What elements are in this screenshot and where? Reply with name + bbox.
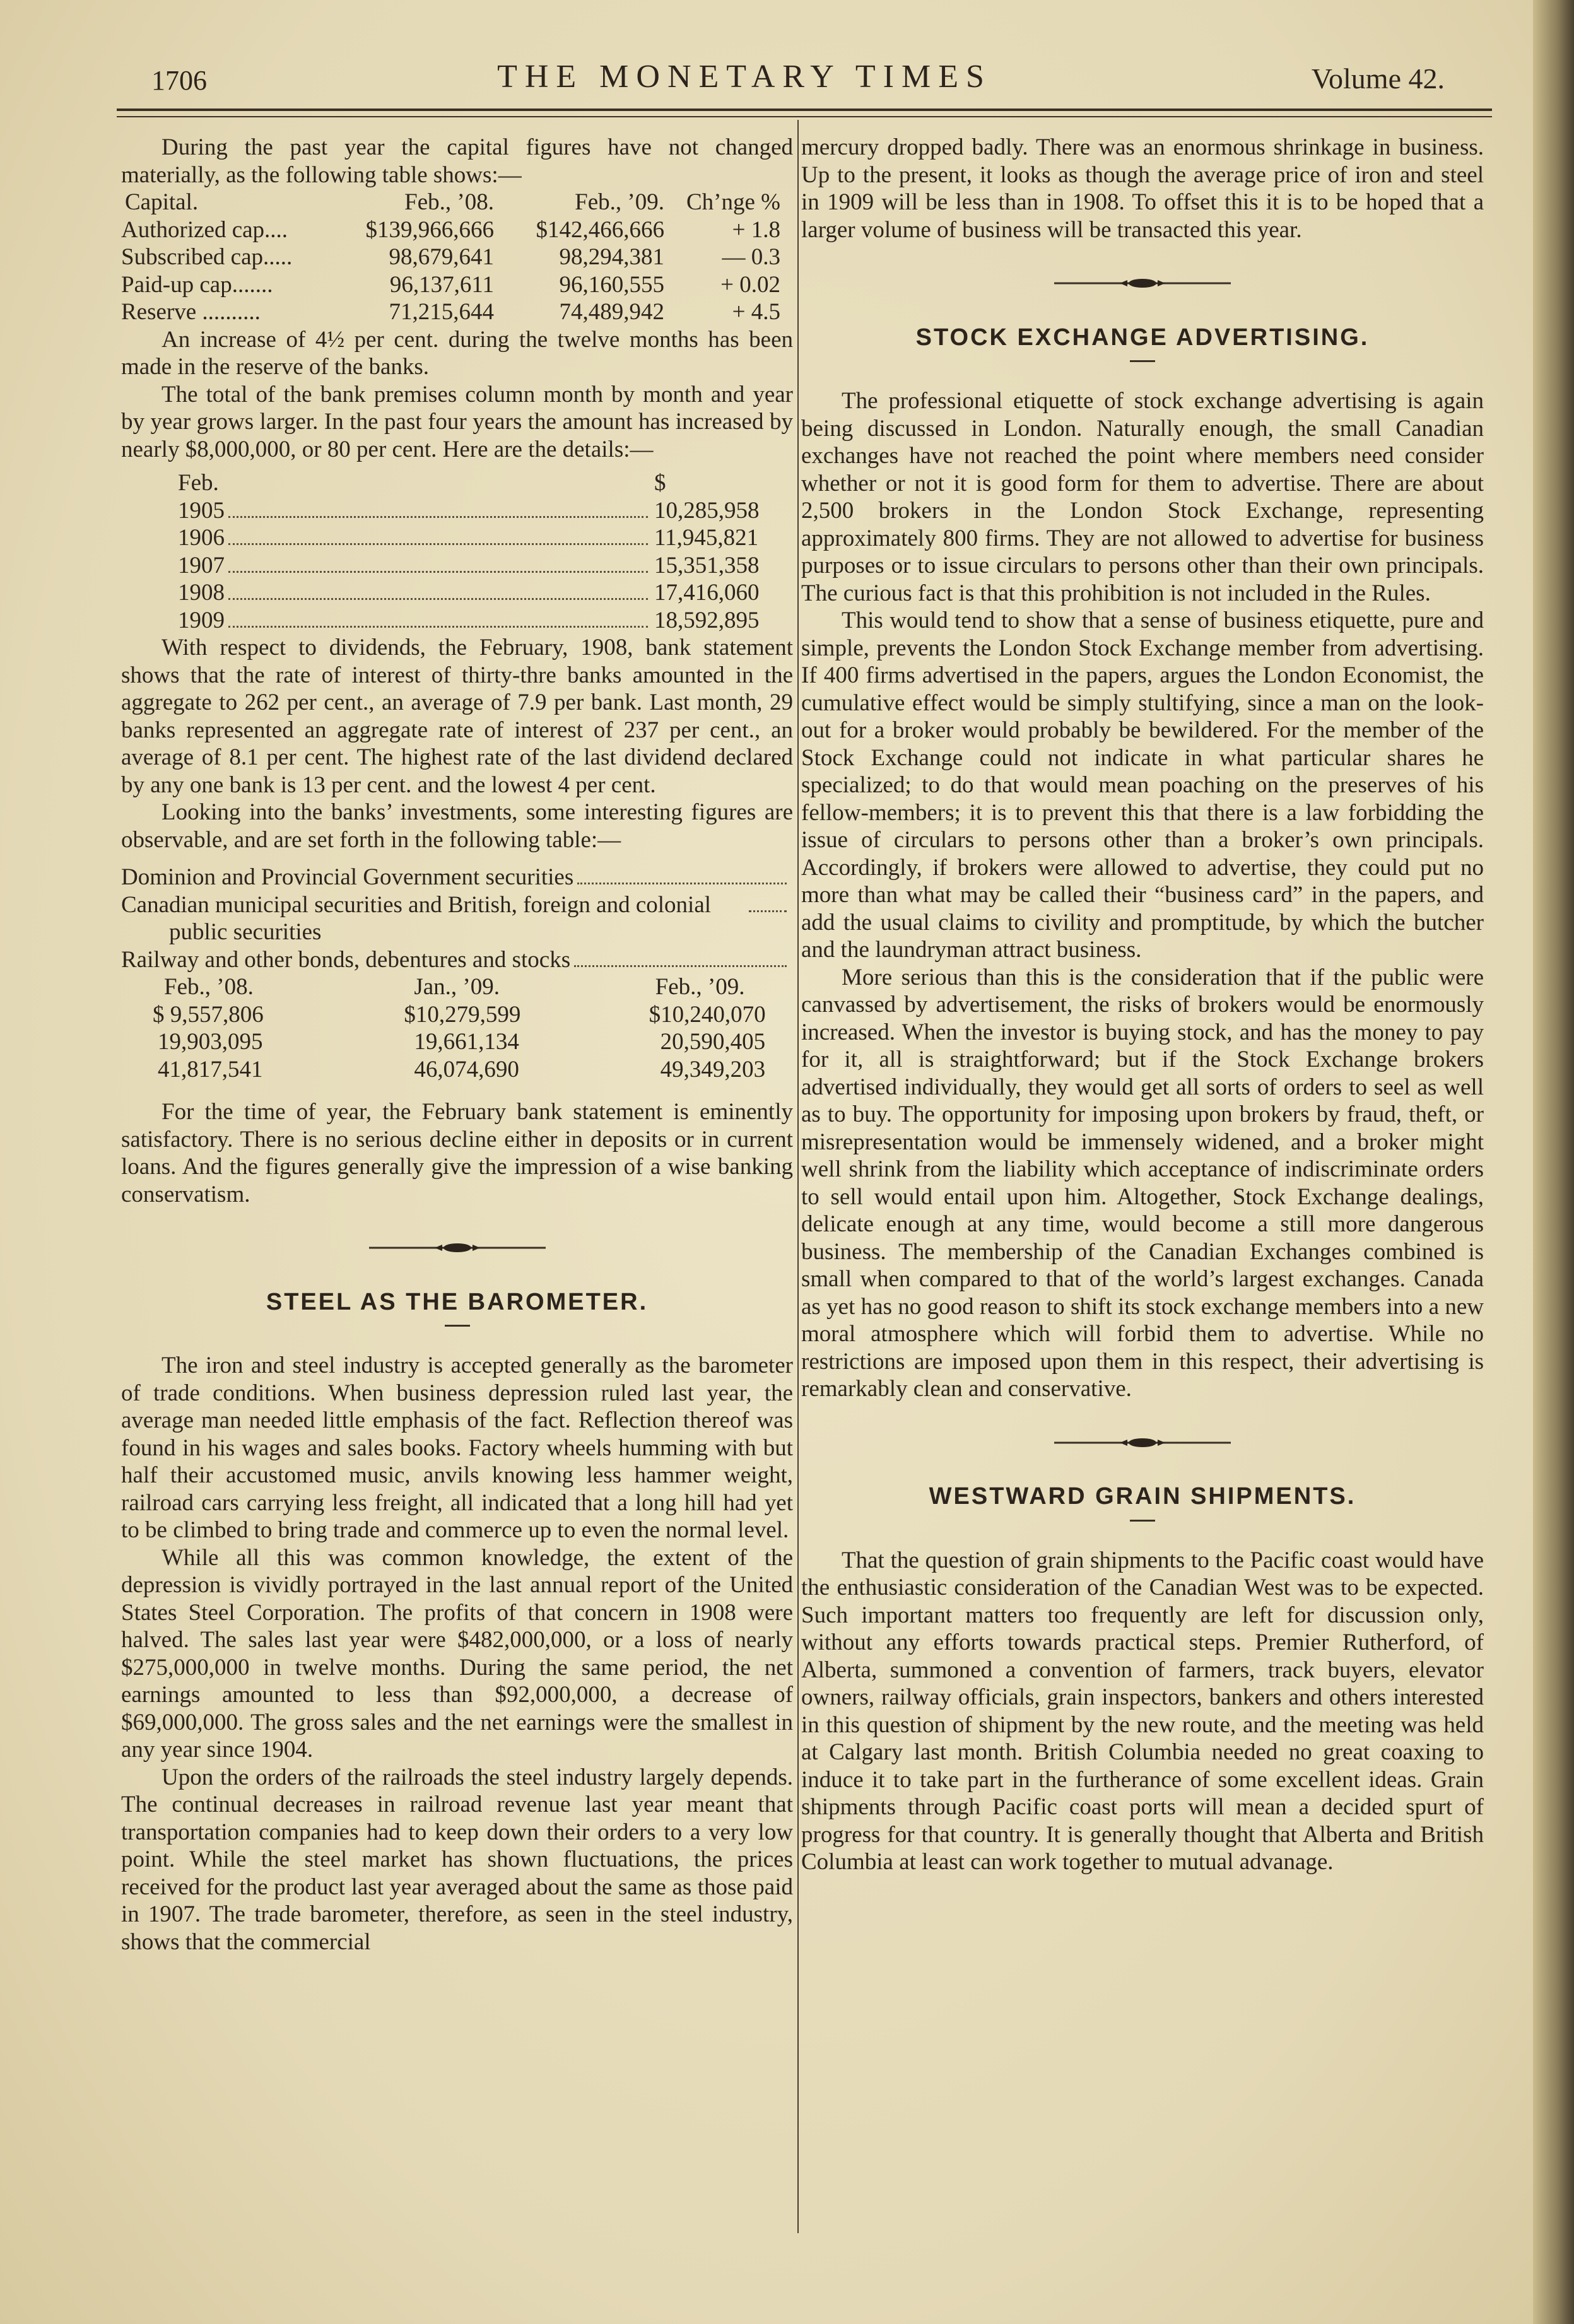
investments-paragraph: Looking into the banks’ investments, some interesting figures are observable, and are set forth in the following table:— xyxy=(121,799,793,853)
section-ornament xyxy=(121,1233,793,1261)
table-header: Feb., ’09. xyxy=(655,974,745,1000)
table-cell: 74,489,942 xyxy=(559,299,664,325)
ornament-rule-icon xyxy=(1054,277,1231,290)
continued-paragraph: mercury dropped badly. There was an enormous shrinkage in business. Up to the present, it looks as though the average price of iron and steel in 1909 will be less than in 1908. To offset this it is to be hoped that a larger volume of business will be transacted this year. xyxy=(801,134,1484,243)
column-divider xyxy=(797,120,799,2233)
steel-paragraph: Upon the orders of the railroads the steel industry largely depends. The continual decreases in railroad revenue last year meant that transportation companies had to keep down their orders to a very low point. While the steel market has shown fluctuations, the prices received for the product last year averaged about the same as those paid in 1907. The trade barometer, therefore, as seen in the steel industry, shows that the commercial xyxy=(121,1764,793,1955)
reserve-paragraph: An increase of 4½ per cent. during the twelve months has been made in the reserve of the banks. xyxy=(121,326,793,380)
table-cell: 98,679,641 xyxy=(389,244,494,270)
stock-paragraph: The professional etiquette of stock exchange advertising is again being discussed in London. Naturally enough, the small Canadian exchanges have not reached the point where members need consider whether or not it is good form for them to advertise. There are about 2,500 brokers in the London Stock Exchange, representing approximately 800 firms. They are not allowed to advertise for business purposes or to issue circulars to persons other than their own principals. The curious fact is that this prohibition is not included in the Rules. xyxy=(801,388,1484,606)
table-cell: $ 9,557,806 xyxy=(153,1001,264,1028)
heading-dash xyxy=(1130,1520,1155,1522)
page-edge-shadow xyxy=(1533,0,1574,2324)
table-cell: 96,160,555 xyxy=(559,271,664,298)
table-cell: $10,279,599 xyxy=(404,1001,521,1028)
table-cell: 18,592,895 xyxy=(654,607,760,633)
steel-paragraph: The iron and steel industry is accepted generally as the barometer of trade conditions. When business depression ruled last year, the average man needed little emphasis of the fact. Reflection thereof was found in his wages and sales books. Factory wheels humming with but half their accustomed music, anvils knowing less hammer weight, railroad cars carrying less freight, all indicated that a long hill had yet to be climbed to bring trade and commerce up to even the normal level. xyxy=(121,1353,793,1543)
table-cell: Reserve .......... xyxy=(121,299,261,325)
table-cell: 98,294,381 xyxy=(559,244,664,270)
table-cell: 1907 xyxy=(178,552,225,578)
february-paragraph: For the time of year, the February bank statement is eminently satisfactory. There is no serious decline either in deposits or in current loans. And the figures generally give the impression of a wise banking conservatism. xyxy=(121,1099,793,1207)
table-row xyxy=(121,579,793,607)
table-cell: + 4.5 xyxy=(732,299,780,325)
table-header: Feb., ’08. xyxy=(164,974,254,1000)
capital-intro-paragraph: During the past year the capital figures have not changed materially, as the following table shows:— xyxy=(121,134,793,188)
publication-title: THE MONETARY TIMES xyxy=(497,59,992,95)
dividends-paragraph: With respect to dividends, the February, 1908, bank statement shows that the rate of interest of thirty-thre banks amounted in the aggregate to 262 per cent., an average of 7.9 per bank. Last month, 29 banks represented an aggregate rate of interest of 237 per cent., an average of 8.1 per cent. The highest rate of the last dividend declared by any one bank is 13 per cent. and the lowest 4 per cent. xyxy=(121,635,793,798)
table-cell: + 0.02 xyxy=(720,271,780,298)
table-cell: 15,351,358 xyxy=(654,552,760,578)
table-row xyxy=(121,497,793,525)
heading-dash xyxy=(1130,360,1155,362)
section-ornament xyxy=(801,269,1484,296)
stock-heading: STOCK EXCHANGE ADVERTISING. xyxy=(915,324,1370,351)
table-cell: 1908 xyxy=(178,580,225,606)
header-rule-thin xyxy=(117,116,1492,117)
page-number: 1706 xyxy=(151,65,207,96)
table-cell: 10,285,958 xyxy=(654,497,760,524)
table-cell: Subscribed cap..... xyxy=(121,244,293,270)
table-row xyxy=(121,298,780,326)
capital-table xyxy=(121,189,780,326)
page-header xyxy=(0,58,1489,102)
table-row xyxy=(121,244,780,271)
steel-heading: STEEL AS THE BAROMETER. xyxy=(266,1288,649,1315)
heading-dash xyxy=(445,1325,470,1327)
table-header: $ xyxy=(654,470,666,496)
table-cell: 1905 xyxy=(178,497,225,524)
header-rule xyxy=(117,109,1492,111)
stock-paragraph: More serious than this is the consideration that if the public were canvassed by advertisement, the risks of brokers would be enormously increased. When the investor is buying stock, and has the money to pay for it, all is straightforward; but if the Stock Exchange brokers advertised individually, they would get all sorts of orders to seel as well as to buy. The opportunity for imposing upon brokers by fraud, theft, or misrepresentation would be immensely widened, and a broker might well shrink from the liability which acceptance of indiscriminate orders to sell would entail upon him. Altogether, Stock Exchange dealings, delicate enough at any time, would become a still more dangerous business. The membership of the Canadian Exchanges combined is small when compared to that of the world’s largest exchanges. Canada as yet has no good reason to shift its stock exchange members into a new moral atmosphere which will forbid them to advertise. While no restrictions are imposed upon them in this respect, their advertising is remarkably clean and conservative. xyxy=(801,964,1484,1402)
table-cell: 1909 xyxy=(178,607,225,633)
table-row xyxy=(121,607,793,635)
table-cell: 17,416,060 xyxy=(654,580,760,606)
table-cell: + 1.8 xyxy=(732,216,780,243)
table-cell: $10,240,070 xyxy=(649,1001,766,1028)
table-cell: $139,966,666 xyxy=(365,216,494,243)
investments-table xyxy=(121,973,793,1083)
table-header: Feb., ’08. xyxy=(404,189,494,215)
ornament-rule-icon xyxy=(369,1241,546,1254)
table-header: Jan., ’09. xyxy=(414,974,500,1000)
table-header: Ch’nge % xyxy=(686,189,780,215)
table-header-row xyxy=(121,189,780,216)
table-header-row xyxy=(121,469,793,497)
table-cell: Authorized cap.... xyxy=(121,216,288,243)
grain-paragraph: That the question of grain shipments to the Pacific coast would have the enthusiastic consideration of the Canadian West was to be expected. Such important matters too frequently are left for discussion only, without any efforts towards practical steps. Premier Rutherford, of Alberta, summoned a convention of farmers, track buyers, elevator owners, railway officials, grain inspectors, bankers and others interested in this question of shipment by the new route, and the meeting was held at Calgary last month. British Columbia needed no great coaxing to induce it to take part in the furtherance of some excellent ideas. Grain shipments through Pacific coast ports will mean a decided spurt of progress for that country. It is generally thought that Alberta and British Columbia at least can work together to mutual advanage. xyxy=(801,1547,1484,1875)
table-row xyxy=(121,216,780,244)
steel-paragraph: While all this was common knowledge, the extent of the depression is vividly portrayed in the last annual report of the United States Steel Corporation. The profits of that concern in 1908 were halved. The sales last year were $482,000,000, or a loss of nearly $275,000,000 in twelve months. During the same period, the net earnings amounted to less than $92,000,000, a decrease of $69,000,000. The gross sales and the net earnings were the smallest in any year since 1904. xyxy=(121,1544,793,1763)
table-row xyxy=(121,524,793,552)
table-cell: — 0.3 xyxy=(722,244,780,270)
list-item: Dominion and Provincial Government securities xyxy=(121,864,793,891)
table-cell: 19,661,134 xyxy=(414,1029,519,1055)
table-row xyxy=(121,271,780,299)
table-header: Feb., ’09. xyxy=(575,189,664,215)
premises-table xyxy=(121,469,793,634)
left-column xyxy=(121,134,793,1956)
list-item: Railway and other bonds, debentures and stocks xyxy=(121,946,793,974)
table-header: Feb. xyxy=(178,470,219,496)
table-cell: Paid-up cap....... xyxy=(121,271,273,298)
table-cell: 49,349,203 xyxy=(660,1056,766,1083)
table-cell: 19,903,095 xyxy=(158,1029,263,1055)
section-ornament xyxy=(801,1428,1484,1456)
ornament-rule-icon xyxy=(1054,1436,1231,1449)
table-row xyxy=(121,552,793,580)
table-cell: 1906 xyxy=(178,525,225,551)
table-cell: 71,215,644 xyxy=(389,299,494,325)
table-cell: 41,817,541 xyxy=(158,1056,263,1083)
volume-label: Volume 42. xyxy=(1311,62,1445,95)
stock-paragraph: This would tend to show that a sense of business etiquette, pure and simple, prevents the London Stock Exchange member from advertising. If 400 firms advertised in the papers, argues the London Economist, the cumulative effect would be simply stultifying, since a man on the look-out for a broker would probably be bewildered. For the member of the Stock Exchange could not indicate in what particular shares he specialized; to do that would mean poaching on the preserves of his fellow-members; it is to prevent this that there is a law forbidding the issue of circulars to persons other than a broker’s own principals. Accordingly, if brokers were allowed to advertise, they could put no more than what may be called their “business card” in the papers, and add the usual claims to civility and promptitude, by which the butcher and the laundryman attract business. xyxy=(801,607,1484,963)
table-cell: $142,466,666 xyxy=(536,216,664,243)
premises-paragraph: The total of the bank premises column month by month and year by year grows larger. In the past four years the amount has increased by nearly $8,000,000, or 80 per cent. Here are the details:— xyxy=(121,381,793,462)
list-item: Canadian municipal securities and British, foreign and colonial public securities xyxy=(121,891,793,946)
table-cell: 20,590,405 xyxy=(660,1029,766,1055)
table-header: Capital. xyxy=(125,189,199,215)
table-cell: 96,137,611 xyxy=(389,271,494,298)
right-column xyxy=(801,134,1484,1876)
grain-heading: WESTWARD GRAIN SHIPMENTS. xyxy=(929,1483,1356,1510)
investments-list xyxy=(121,864,793,973)
table-cell: 11,945,821 xyxy=(654,525,759,551)
table-cell: 46,074,690 xyxy=(414,1056,519,1083)
